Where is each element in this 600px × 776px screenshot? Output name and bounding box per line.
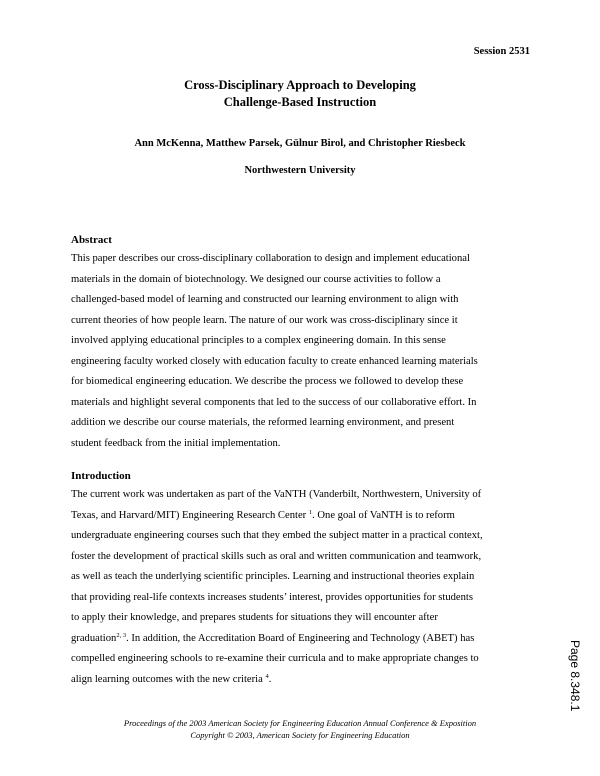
page-footer bbox=[0, 717, 600, 741]
intro-line: as well as teach the underlying scientific principles. Learning and instructional theories explain bbox=[71, 571, 475, 582]
abstract-line: involved applying educational principles to a complex engineering domain. In this sense bbox=[71, 335, 446, 346]
intro-line: undergraduate engineering courses such that they embed the subject matter in a practical context, bbox=[71, 530, 483, 541]
citation-ref: 1 bbox=[308, 508, 313, 516]
intro-line bbox=[71, 629, 541, 650]
abstract-line: for biomedical engineering education. We describe the process we followed to develop these bbox=[71, 376, 464, 387]
intro-line: The current work was undertaken as part of the VaNTH (Vanderbilt, Northwestern, University of bbox=[71, 489, 482, 500]
footer-copyright: Copyright © 2003, American Society for Engineering Education bbox=[190, 730, 410, 740]
abstract-line: materials in the domain of biotechnology. We designed our course activities to follow a bbox=[71, 273, 441, 285]
footer-proceedings: Proceedings of the 2003 American Society for Engineering Education Annual Conference & Exposition bbox=[123, 718, 477, 728]
abstract-heading: Abstract bbox=[71, 234, 112, 246]
title-line-1: Cross-Disciplinary Approach to Developing bbox=[184, 78, 416, 92]
abstract-line: engineering faculty worked closely with education faculty to create enhanced learning materials bbox=[71, 355, 478, 367]
intro-text: Texas, and Harvard/MIT) Engineering Research Center bbox=[71, 509, 309, 521]
citation-ref: 4 bbox=[265, 672, 269, 680]
intro-line bbox=[71, 670, 541, 691]
affiliation: Northwestern University bbox=[244, 165, 356, 176]
intro-text: . bbox=[268, 673, 272, 685]
session-label: Session 2531 bbox=[473, 46, 530, 57]
authors: Ann McKenna, Matthew Parsek, Gülnur Birol, and Christopher Riesbeck bbox=[134, 138, 466, 149]
abstract-line: This paper describes our cross-disciplinary collaboration to design and implement educational bbox=[71, 253, 470, 264]
intro-line: foster the development of practical skills such as oral and written communication and teamwork, bbox=[71, 550, 482, 562]
intro-text: align learning outcomes with the new criteria bbox=[71, 673, 266, 685]
title-line-2: Challenge-Based Instruction bbox=[223, 95, 377, 109]
abstract-body bbox=[71, 249, 541, 454]
intro-text: . In addition, the Accreditation Board of Engineering and Technology (ABET) has bbox=[126, 632, 475, 644]
abstract-line: materials and highlight several components that led to the success of our collaborative effort. In bbox=[71, 396, 477, 408]
intro-line: to apply their knowledge, and prepares students for situations they will encounter after bbox=[71, 612, 438, 623]
abstract-line: student feedback from the initial implementation. bbox=[71, 437, 281, 449]
abstract-line: addition we describe our course materials, the reformed learning environment, and present bbox=[71, 417, 455, 428]
introduction-heading: Introduction bbox=[71, 470, 131, 482]
abstract-line: challenged-based model of learning and constructed our learning environment to align with bbox=[71, 294, 459, 305]
intro-text: graduation bbox=[71, 632, 117, 644]
intro-line: that providing real-life contexts increases students’ interest, provides opportunities for students bbox=[71, 591, 473, 603]
paper-title bbox=[0, 77, 600, 111]
introduction-body bbox=[71, 485, 541, 690]
intro-line bbox=[71, 506, 541, 527]
intro-line: compelled engineering schools to re-examine their curricula and to make appropriate changes to bbox=[71, 653, 479, 664]
abstract-line: current theories of how people learn. The nature of our work was cross-disciplinary since it bbox=[71, 314, 458, 326]
citation-ref: 2, 3 bbox=[116, 631, 127, 639]
page-number: Page 8.348.1 bbox=[568, 640, 582, 712]
intro-text: . One goal of VaNTH is to reform bbox=[312, 509, 455, 521]
